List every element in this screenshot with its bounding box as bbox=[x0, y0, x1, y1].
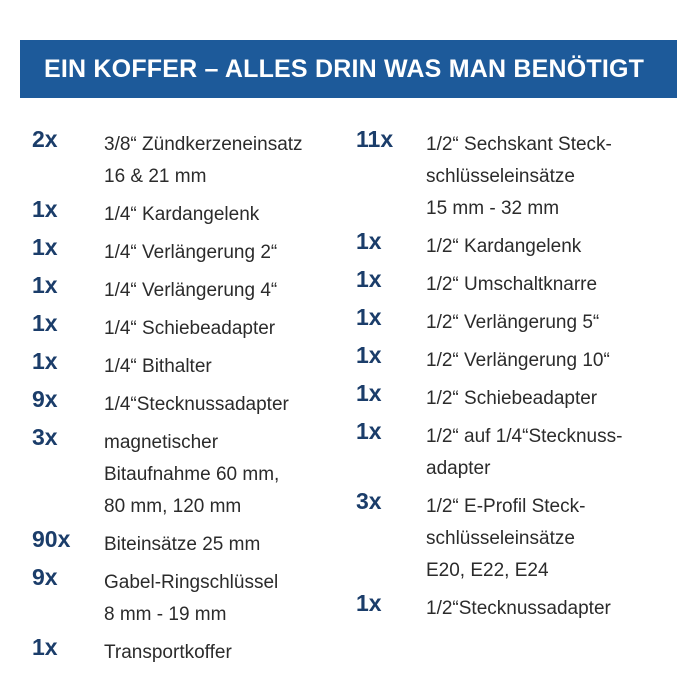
item-description: 1/2“ E-Profil Steck- schlüsseleinsätze E20, E22, E24 bbox=[426, 496, 586, 581]
item-description: 1/2“ Schiebeadapter bbox=[426, 388, 598, 409]
item-description: 1/2“ Kardangelenk bbox=[426, 236, 582, 257]
item-quantity: 1x bbox=[356, 304, 382, 330]
item-quantity: 1x bbox=[356, 228, 382, 254]
item-quantity: 1x bbox=[32, 196, 58, 222]
item-quantity: 1x bbox=[356, 418, 382, 444]
item-quantity: 1x bbox=[32, 634, 58, 660]
item-quantity: 3x bbox=[356, 488, 382, 514]
item-quantity: 1x bbox=[356, 590, 382, 616]
item-quantity: 1x bbox=[356, 342, 382, 368]
header-banner bbox=[20, 40, 677, 98]
item-description: Biteinsätze 25 mm bbox=[104, 534, 261, 555]
item-description: 1/2“ auf 1/4“Stecknuss- adapter bbox=[426, 426, 623, 479]
item-description: 1/2“ Umschaltknarre bbox=[426, 274, 598, 295]
item-description: 1/2“ Verlängerung 5“ bbox=[426, 312, 600, 333]
banner-title: EIN KOFFER – ALLES DRIN WAS MAN BENÖTIGT bbox=[44, 54, 645, 83]
item-description: 1/2“ Sechskant Steck- schlüsseleinsätze 15 mm - 32 mm bbox=[426, 134, 612, 219]
item-quantity: 1x bbox=[32, 234, 58, 260]
item-quantity: 90x bbox=[32, 526, 71, 552]
item-description: 1/4“ Schiebeadapter bbox=[104, 318, 276, 339]
item-description: 3/8“ Zündkerzeneinsatz 16 & 21 mm bbox=[104, 134, 303, 187]
item-description: 1/4“ Verlängerung 2“ bbox=[104, 242, 278, 263]
item-description: 1/4“ Bithalter bbox=[104, 356, 212, 377]
item-description: 1/4“ Kardangelenk bbox=[104, 204, 260, 225]
item-description: 1/2“Stecknussadapter bbox=[426, 598, 611, 619]
item-description: magnetischer Bitaufnahme 60 mm, 80 mm, 120 mm bbox=[104, 432, 280, 517]
item-quantity: 11x bbox=[356, 126, 394, 152]
item-quantity: 1x bbox=[32, 272, 58, 298]
item-description: 1/4“Stecknussadapter bbox=[104, 394, 289, 415]
item-quantity: 1x bbox=[356, 266, 382, 292]
item-description: Gabel-Ringschlüssel 8 mm - 19 mm bbox=[104, 572, 279, 625]
item-quantity: 3x bbox=[32, 424, 58, 450]
item-description: Transportkoffer bbox=[104, 642, 232, 663]
item-quantity: 9x bbox=[32, 564, 58, 590]
item-quantity: 9x bbox=[32, 386, 58, 412]
item-quantity: 1x bbox=[32, 310, 58, 336]
item-quantity: 1x bbox=[356, 380, 382, 406]
item-quantity: 2x bbox=[32, 126, 58, 152]
item-description: 1/2“ Verlängerung 10“ bbox=[426, 350, 610, 371]
item-description: 1/4“ Verlängerung 4“ bbox=[104, 280, 278, 301]
item-quantity: 1x bbox=[32, 348, 58, 374]
